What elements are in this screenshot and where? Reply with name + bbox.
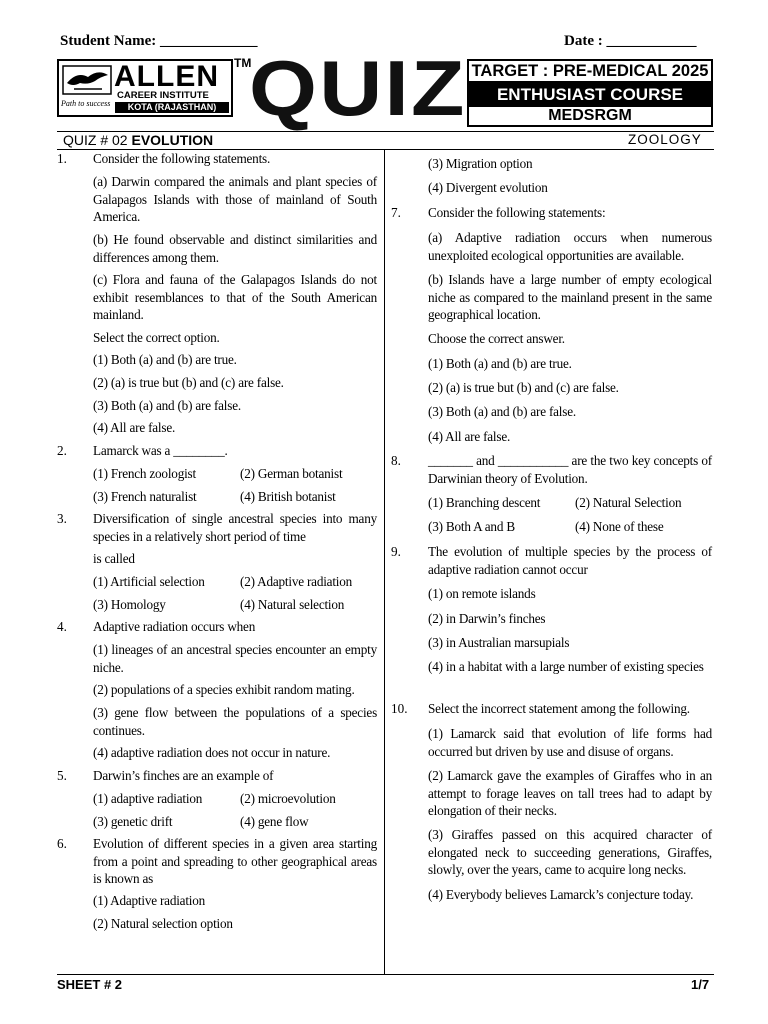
option: (2) Lamarck gave the examples of Giraffes who in an attempt to forage leaves on tall trees had to adapt by elongation of their necks. <box>428 768 712 818</box>
page-number: 1/7 <box>691 977 710 992</box>
option: (3) gene flow between the populations of a species continues. <box>93 705 377 738</box>
logo-subtitle: CAREER INSTITUTE <box>117 90 209 101</box>
quiz-topic: EVOLUTION <box>131 132 214 148</box>
question-1-statement-c: (c) Flora and fauna of the Galapagos Islands do not exhibit resemblances to that of the South American mainland. <box>93 272 377 322</box>
option: (2) populations of a species exhibit random mating. <box>93 682 355 697</box>
option: (2) Natural Selection <box>575 495 682 510</box>
question-number: 9. <box>391 544 401 559</box>
question-4-stem: Adaptive radiation occurs when <box>93 619 256 634</box>
option: (4) All are false. <box>93 420 176 435</box>
logo-name: ALLEN <box>114 60 219 93</box>
option: (4) adaptive radiation does not occur in nature. <box>93 745 331 760</box>
question-10-stem: Select the incorrect statement among the following. <box>428 701 690 716</box>
option: (2) German botanist <box>240 466 343 481</box>
option: (3) French naturalist <box>93 489 197 504</box>
option: (1) French zoologist <box>93 466 196 481</box>
option: (2) Adaptive radiation <box>240 574 353 589</box>
option: (4) None of these <box>575 519 664 534</box>
target-label: TARGET : PRE-MEDICAL 2025 <box>467 59 713 83</box>
option: (1) Artificial selection <box>93 574 205 589</box>
option: (4) in a habitat with a large number of existing species <box>428 659 704 674</box>
logo-location: KOTA (RAJASTHAN) <box>115 102 229 113</box>
option: (3) Both (a) and (b) are false. <box>428 404 576 419</box>
option: (3) Migration option <box>428 156 533 171</box>
question-5-stem: Darwin’s finches are an example of <box>93 768 274 783</box>
target-panel <box>467 59 713 127</box>
quiz-number: QUIZ # 02 <box>63 132 128 148</box>
option: (4) gene flow <box>240 814 309 829</box>
question-1-stem: Consider the following statements. <box>93 151 271 166</box>
option: (4) Divergent evolution <box>428 180 548 195</box>
option: (3) Both A and B <box>428 519 515 534</box>
question-1-instruction: Select the correct option. <box>93 330 220 345</box>
question-2-stem: Lamarck was a ________. <box>93 443 228 458</box>
question-7-instruction: Choose the correct answer. <box>428 331 565 346</box>
option: (3) genetic drift <box>93 814 173 829</box>
option: (2) Natural selection option <box>93 916 233 931</box>
option: (1) Both (a) and (b) are true. <box>93 352 237 367</box>
sheet-number: SHEET # 2 <box>57 977 123 992</box>
question-9-stem: The evolution of multiple species by the process of adaptive radiation cannot occur <box>428 544 712 577</box>
question-number: 8. <box>391 453 401 468</box>
logo-tagline: Path to success <box>61 99 111 108</box>
trademark: TM <box>234 56 252 70</box>
question-number: 2. <box>57 443 67 458</box>
option: (2) microevolution <box>240 791 336 806</box>
option: (1) Branching descent <box>428 495 541 510</box>
question-number: 1. <box>57 151 67 166</box>
column-divider <box>384 149 385 974</box>
option: (1) lineages of an ancestral species encounter an empty niche. <box>93 642 377 675</box>
question-number: 3. <box>57 511 67 526</box>
option: (3) in Australian marsupials <box>428 635 570 650</box>
question-3-stem: Diversification of single ancestral species into many species in a relatively short period of time <box>93 511 377 544</box>
option: (2) (a) is true but (b) and (c) are false. <box>428 380 619 395</box>
option: (4) All are false. <box>428 429 511 444</box>
question-3-stem-end: is called <box>93 551 135 566</box>
question-number: 7. <box>391 205 401 220</box>
question-number: 10. <box>391 701 408 716</box>
subject-label: ZOOLOGY <box>628 132 702 147</box>
eagle-icon <box>62 65 112 95</box>
question-6-stem: Evolution of different species in a given area starting from a point and spreading to other geographical areas is known as <box>93 836 377 886</box>
question-number: 5. <box>57 768 67 783</box>
question-number: 6. <box>57 836 67 851</box>
option: (4) British botanist <box>240 489 336 504</box>
option: (3) Giraffes passed on this acquired character of elongated neck to succeeding generations, Giraffes, slowly, over the years, came to acquire long necks. <box>428 827 712 877</box>
option: (4) Everybody believes Lamarck’s conjecture today. <box>428 887 694 902</box>
question-8-stem: _______ and ___________ are the two key concepts of Darwinian theory of Evolution. <box>428 453 712 486</box>
question-7-statement-a: (a) Adaptive radiation occurs when numerous unexploited ecological opportunities are available. <box>428 230 712 263</box>
option: (1) Lamarck said that evolution of life forms had occurred but driven by use and disuse of organs. <box>428 726 712 759</box>
option: (1) Both (a) and (b) are true. <box>428 356 572 371</box>
option: (1) adaptive radiation <box>93 791 203 806</box>
question-1-statement-b: (b) He found observable and distinct similarities and differences among them. <box>93 232 377 265</box>
question-1-statement-a: (a) Darwin compared the animals and plant species of Galapagos Islands with those of mainland of South America. <box>93 174 377 224</box>
student-name-field: Student Name: _____________ <box>60 33 258 49</box>
allen-logo <box>57 59 233 117</box>
option: (1) on remote islands <box>428 586 536 601</box>
option: (3) Both (a) and (b) are false. <box>93 398 241 413</box>
date-field: Date : ____________ <box>564 33 697 49</box>
question-number: 4. <box>57 619 67 634</box>
quiz-title <box>63 132 213 148</box>
option: (2) (a) is true but (b) and (c) are false. <box>93 375 284 390</box>
batch-label: MEDSRGM <box>467 107 713 127</box>
question-7-statement-b: (b) Islands have a large number of empty ecological niche as compared to the mainland present in the same geographical location. <box>428 272 712 322</box>
option: (1) Adaptive radiation <box>93 893 206 908</box>
option: (4) Natural selection <box>240 597 345 612</box>
footer-divider <box>57 974 714 975</box>
option: (3) Homology <box>93 597 166 612</box>
question-7-stem: Consider the following statements: <box>428 205 606 220</box>
quiz-heading: QUIZ <box>249 44 467 132</box>
course-label: ENTHUSIAST COURSE <box>467 83 713 107</box>
option: (2) in Darwin’s finches <box>428 611 546 626</box>
